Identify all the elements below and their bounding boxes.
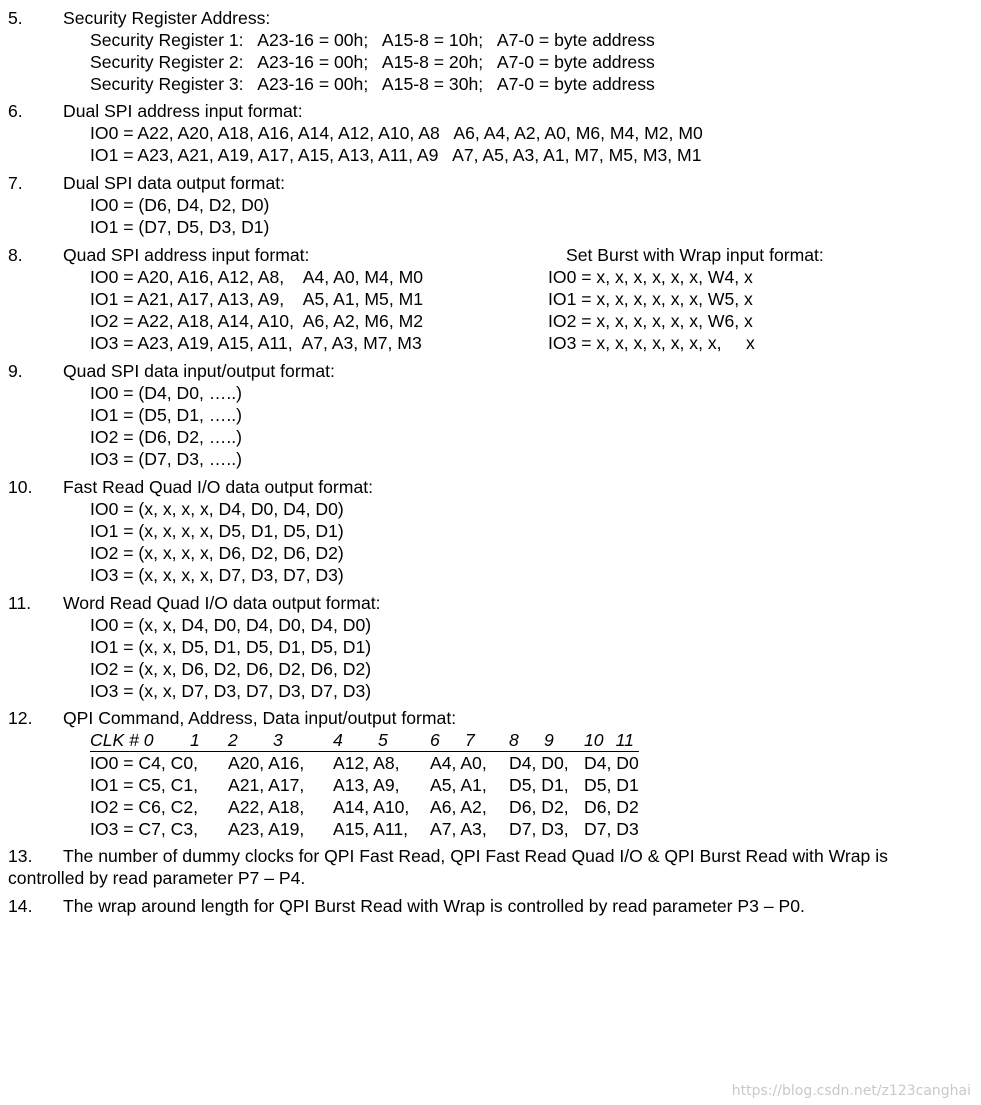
clock-number: 4 <box>333 729 378 752</box>
text-line: IO3 = (x, x, x, x, D7, D3, D7, D3) <box>90 565 344 585</box>
text-line: IO1 = (D7, D5, D3, D1) <box>90 217 270 237</box>
note-number: 5. <box>8 8 23 28</box>
note-body <box>90 498 344 586</box>
note-body <box>90 194 269 238</box>
clock-number: 8 <box>509 729 544 752</box>
burst-wrap-body <box>548 266 755 354</box>
clock-number: 7 <box>465 729 509 752</box>
note-title: Word Read Quad I/O data output format: <box>63 593 381 613</box>
note-number: 6. <box>8 101 23 121</box>
text-line: Security Register 1: A23-16 = 00h; A15-8 = 10h; A7-0 = byte address <box>90 30 655 50</box>
table-cell: A20, A16, <box>228 753 305 773</box>
table-cell: A21, A17, <box>228 775 305 795</box>
note-14 <box>8 895 973 917</box>
clock-header-row <box>90 729 639 752</box>
table-cell: A22, A18, <box>228 797 305 817</box>
text-line: IO1 = (x, x, x, x, D5, D1, D5, D1) <box>90 521 344 541</box>
note-title: Quad SPI address input format: <box>63 245 310 265</box>
watermark: https://blog.csdn.net/z123canghai <box>731 1083 971 1099</box>
text-line: IO1 = A23, A21, A19, A17, A15, A13, A11, A9 A7, A5, A3, A1, M7, M5, M3, M1 <box>90 145 702 165</box>
table-cell: A5, A1, <box>430 775 487 795</box>
text-line: IO0 = A22, A20, A18, A16, A14, A12, A10, A8 A6, A4, A2, A0, M6, M4, M2, M0 <box>90 123 703 143</box>
text-line: IO2 = (D6, D2, …..) <box>90 427 243 447</box>
note-body <box>90 122 703 166</box>
note-number: 11. <box>8 593 32 613</box>
table-cell: A12, A8, <box>333 753 400 773</box>
text-line: IO3 = x, x, x, x, x, x, x, x <box>548 333 755 353</box>
text-line: IO0 = A20, A16, A12, A8, A4, A0, M4, M0 <box>90 267 424 287</box>
text-line: IO2 = A22, A18, A14, A10, A6, A2, M6, M2 <box>90 311 424 331</box>
clock-number: 2 <box>228 729 273 752</box>
table-row <box>90 818 639 840</box>
clock-number: 11 <box>616 729 639 752</box>
text-line: IO2 = x, x, x, x, x, x, W6, x <box>548 311 753 331</box>
clock-number: 3 <box>273 729 333 752</box>
table-cell: A7, A3, <box>430 819 487 839</box>
text-line: IO1 = A21, A17, A13, A9, A5, A1, M5, M1 <box>90 289 424 309</box>
table-cell: D6, D2, <box>509 797 569 817</box>
note-number: 13. <box>8 846 33 866</box>
note-number: 12. <box>8 708 33 728</box>
note-title: QPI Command, Address, Data input/output format: <box>63 708 457 728</box>
table-row <box>90 774 639 796</box>
table-cell: A15, A11, <box>333 819 408 839</box>
note-body <box>90 29 655 95</box>
clock-label: CLK # 0 <box>90 729 190 752</box>
text-line: Security Register 3: A23-16 = 00h; A15-8 = 30h; A7-0 = byte address <box>90 74 655 94</box>
table-cell: D7, D3, <box>509 819 569 839</box>
table-cell: D6, D2 <box>584 797 639 817</box>
table-cell: D7, D3 <box>584 819 639 839</box>
text-line: IO2 = (x, x, D6, D2, D6, D2, D6, D2) <box>90 659 372 679</box>
note-title: Dual SPI address input format: <box>63 101 303 121</box>
note-text: The wrap around length for QPI Burst Read with Wrap is controlled by read parameter P3 – P0. <box>63 896 805 916</box>
table-cell: A6, A2, <box>430 797 487 817</box>
text-line: IO3 = (D7, D3, …..) <box>90 449 243 469</box>
note-title: Security Register Address: <box>63 8 271 28</box>
burst-wrap-title: Set Burst with Wrap input format: <box>566 245 824 265</box>
text-line: IO1 = x, x, x, x, x, x, W5, x <box>548 289 753 309</box>
table-cell: IO2 = C6, C2, <box>90 797 199 817</box>
text-line: Security Register 2: A23-16 = 00h; A15-8 = 20h; A7-0 = byte address <box>90 52 655 72</box>
note-number: 14. <box>8 896 33 916</box>
text-line: IO1 = (x, x, D5, D1, D5, D1, D5, D1) <box>90 637 372 657</box>
table-cell: D5, D1, <box>509 775 569 795</box>
note-number: 10. <box>8 477 33 497</box>
table-row <box>90 752 639 775</box>
note-13 <box>8 845 973 889</box>
clock-number: 1 <box>190 729 228 752</box>
text-line: IO3 = A23, A19, A15, A11, A7, A3, M7, M3 <box>90 333 422 353</box>
table-cell: IO0 = C4, C0, <box>90 753 199 773</box>
note-body <box>90 266 423 354</box>
text-line: IO0 = (x, x, D4, D0, D4, D0, D4, D0) <box>90 615 372 635</box>
note-title: Dual SPI data output format: <box>63 173 286 193</box>
table-cell: D4, D0, <box>509 753 569 773</box>
clock-number: 6 <box>430 729 465 752</box>
clock-number: 10 <box>584 729 616 752</box>
table-cell: D4, D0 <box>584 753 639 773</box>
table-cell: A13, A9, <box>333 775 400 795</box>
note-body <box>90 614 371 702</box>
table-cell: A4, A0, <box>430 753 487 773</box>
table-cell: A14, A10, <box>333 797 410 817</box>
table-cell: A23, A19, <box>228 819 305 839</box>
table-cell: D5, D1 <box>584 775 639 795</box>
text-line: IO0 = (D4, D0, …..) <box>90 383 243 403</box>
note-title: Quad SPI data input/output format: <box>63 361 335 381</box>
text-line: IO0 = (x, x, x, x, D4, D0, D4, D0) <box>90 499 344 519</box>
table-cell: IO1 = C5, C1, <box>90 775 199 795</box>
text-line: IO3 = (x, x, D7, D3, D7, D3, D7, D3) <box>90 681 372 701</box>
text-line: IO0 = (D6, D4, D2, D0) <box>90 195 270 215</box>
table-cell: IO3 = C7, C3, <box>90 819 199 839</box>
note-number: 8. <box>8 245 23 265</box>
note-text-continued: controlled by read parameter P7 – P4. <box>8 868 306 888</box>
note-number: 7. <box>8 173 23 193</box>
text-line: IO0 = x, x, x, x, x, x, W4, x <box>548 267 753 287</box>
qpi-clock-table <box>90 729 639 840</box>
text-line: IO2 = (x, x, x, x, D6, D2, D6, D2) <box>90 543 344 563</box>
table-row <box>90 796 639 818</box>
note-text: The number of dummy clocks for QPI Fast Read, QPI Fast Read Quad I/O & QPI Burst Read with Wrap is <box>63 846 888 866</box>
clock-number: 9 <box>544 729 584 752</box>
note-number: 9. <box>8 361 23 381</box>
text-line: IO1 = (D5, D1, …..) <box>90 405 243 425</box>
note-body <box>90 382 242 470</box>
note-title: Fast Read Quad I/O data output format: <box>63 477 374 497</box>
clock-number: 5 <box>378 729 430 752</box>
